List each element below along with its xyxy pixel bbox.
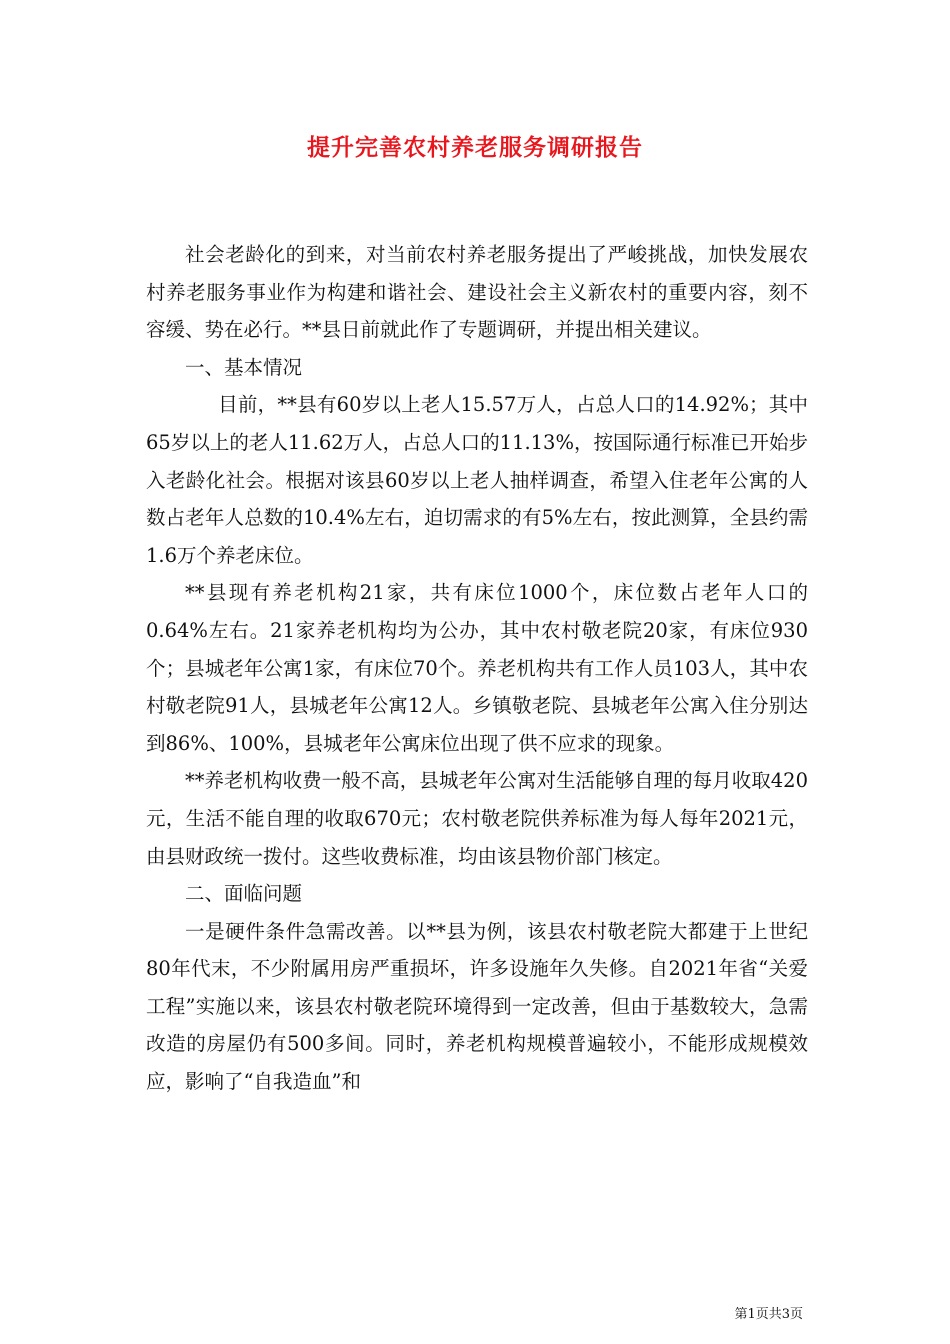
paragraph-population: 目前，**县有60岁以上老人15.57万人，占总人口的14.92%；其中65岁以上的老人11.62万人，占总人口的11.13%，按国际通行标准已开始步入老龄化社会。根据对该县60岁以上老人抽样调查，希望入住老年公寓的人数占老年人总数的10.4%左右，迫切需求的有5%左右，按此测算，全县约需1.6万个养老床位。: [146, 393, 808, 567]
section-heading-problems: 二、面临问题: [185, 882, 303, 906]
paragraph-intro: 社会老龄化的到来，对当前农村养老服务提出了严峻挑战，加快发展农村养老服务事业作为构建和谐社会、建设社会主义新农村的重要内容，刻不容缓、势在必行。**县日前就此作了专题调研，并提出相关建议。: [146, 243, 808, 342]
paragraph-institutions: **县现有养老机构21家，共有床位1000个，床位数占老年人口的0.64%左右。21家养老机构均为公办，其中农村敬老院20家，有床位930个；县城老年公寓1家，有床位70个。养老机构共有工作人员103人，其中农村敬老院91人，县城老年公寓12人。乡镇敬老院、县城老年公寓入住分别达到86%、100%，县城老年公寓床位出现了供不应求的现象。: [146, 581, 808, 755]
page-number: 第1页共3页: [734, 1307, 803, 1322]
paragraph-fees: **养老机构收费一般不高，县城老年公寓对生活能够自理的每月收取420元，生活不能自理的收取670元；农村敬老院供养标准为每人每年2021元，由县财政统一拨付。这些收费标准，均由该县物价部门核定。: [146, 769, 808, 868]
document-body: [146, 236, 808, 1101]
paragraph-hardware: 一是硬件条件急需改善。以**县为例，该县农村敬老院大都建于上世纪80年代末，不少附属用房严重损坏，许多设施年久失修。自2021年省“关爱工程”实施以来，该县农村敬老院环境得到一定改善，但由于基数较大，急需改造的房屋仍有500多间。同时，养老机构规模普遍较小，不能形成规模效应，影响了“自我造血”和: [146, 919, 808, 1094]
section-heading-basic: 一、基本情况: [185, 355, 303, 379]
document-title: 提升完善农村养老服务调研报告: [307, 134, 643, 161]
